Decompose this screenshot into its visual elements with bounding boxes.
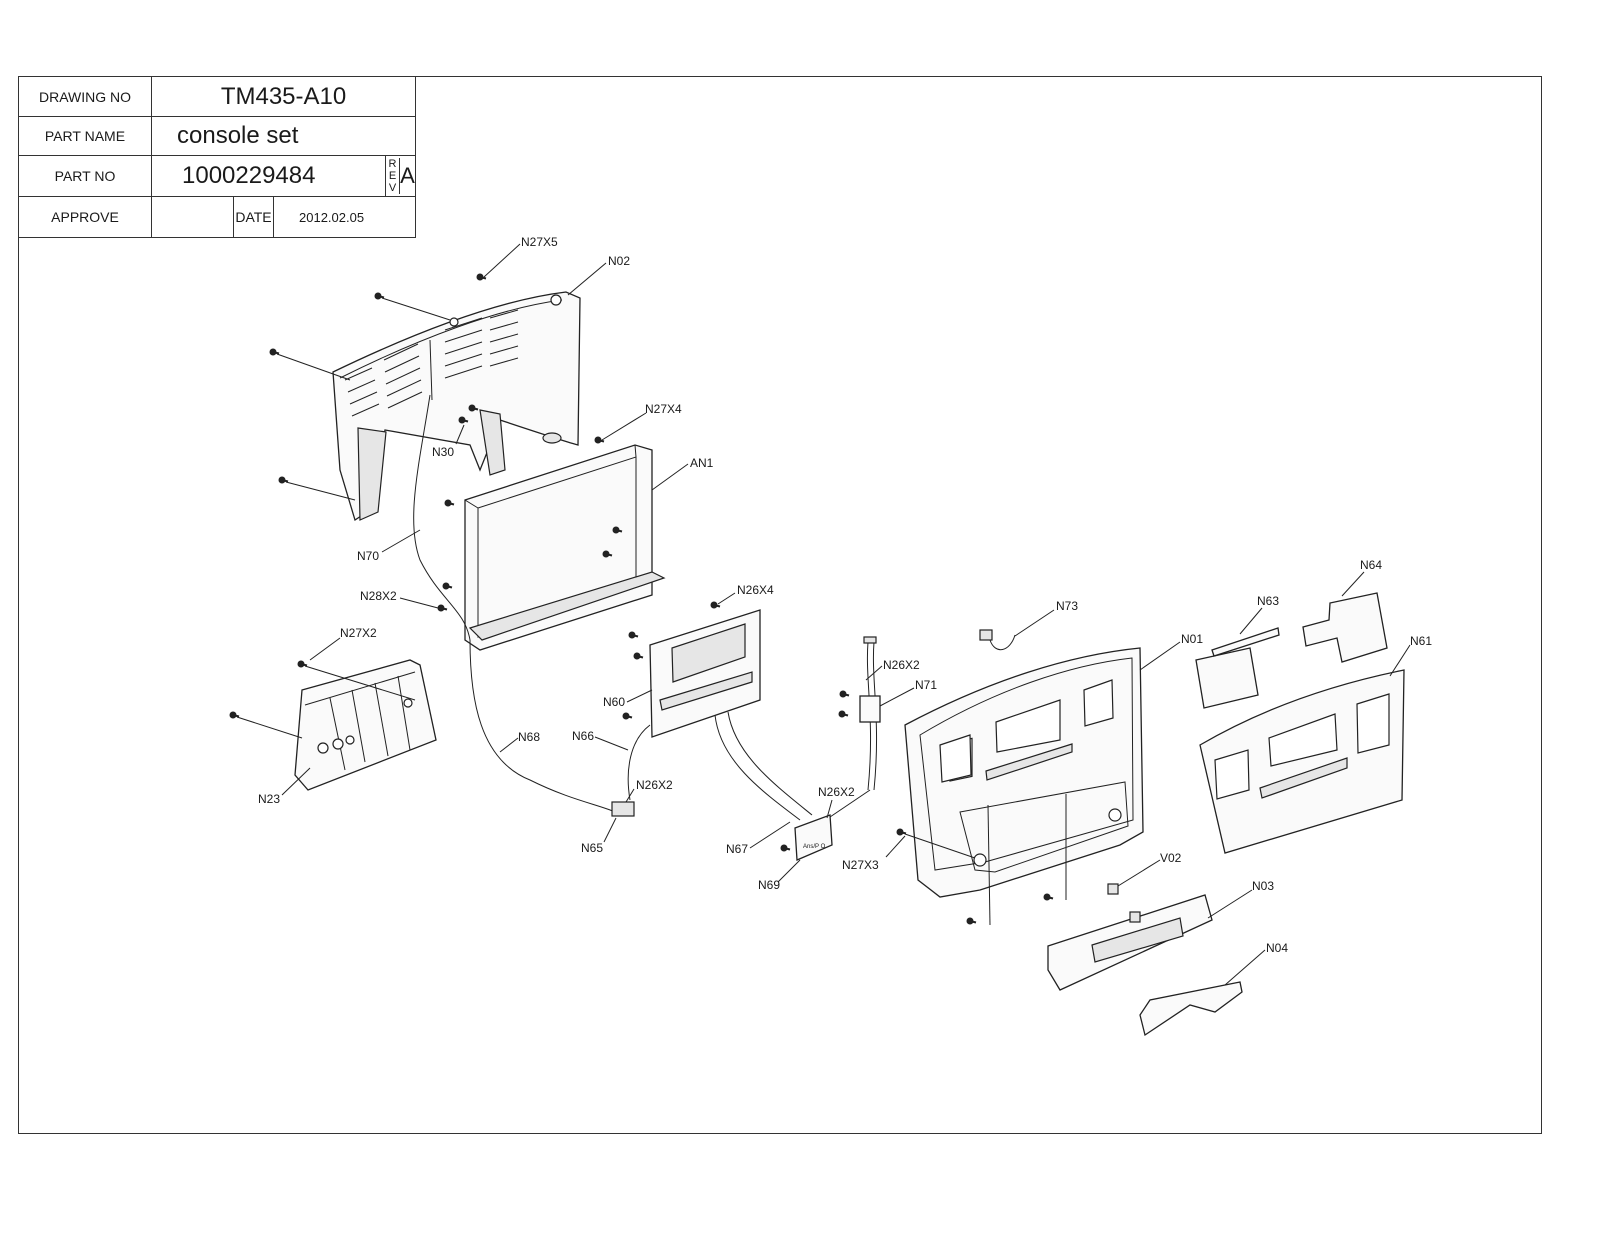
bottom-trim-n03-part	[1048, 895, 1212, 990]
lower-bracket-part	[295, 660, 436, 790]
part-no-value: 1000229484	[152, 156, 386, 197]
pcb-marking-text: Ans/P O	[803, 844, 826, 850]
callout-N27X4: N27X4	[645, 402, 682, 416]
callout-N70: N70	[357, 549, 380, 563]
callout-N71: N71	[915, 678, 938, 692]
drawing-no-label: DRAWING NO	[19, 77, 152, 117]
callout-N26X2-board: N26X2	[818, 785, 855, 799]
console-frame-part	[465, 445, 664, 650]
callout-N64: N64	[1360, 558, 1383, 572]
callout-N04: N04	[1266, 941, 1289, 955]
cable-n68	[470, 640, 615, 812]
date-value: 2012.02.05	[274, 197, 416, 238]
callout-N26X2-switch: N26X2	[636, 778, 673, 792]
bottom-trim-n04-part	[1140, 982, 1242, 1035]
callout-AN1: AN1	[690, 456, 714, 470]
callout-N61: N61	[1410, 634, 1433, 648]
callout-N65: N65	[581, 841, 604, 855]
callout-N01: N01	[1181, 632, 1204, 646]
callout-N27X3: N27X3	[842, 858, 879, 872]
callout-N67: N67	[726, 842, 749, 856]
ribbon-cable-n67	[715, 712, 812, 820]
switch-n65-part	[612, 802, 634, 816]
callout-N60: N60	[603, 695, 626, 709]
callout-N26X4: N26X4	[737, 583, 774, 597]
front-console-part	[905, 648, 1143, 897]
callout-V02: V02	[1160, 851, 1182, 865]
drawing-no-value: TM435-A10	[152, 77, 416, 117]
label-n64-part	[1303, 593, 1387, 662]
callout-N69: N69	[758, 878, 781, 892]
callout-N02: N02	[608, 254, 631, 268]
cable-n73	[990, 635, 1015, 650]
callout-N66: N66	[572, 729, 595, 743]
callout-N68: N68	[518, 730, 541, 744]
callout-N03: N03	[1252, 879, 1275, 893]
callout-N27X5: N27X5	[521, 235, 558, 249]
rev-cell	[386, 156, 416, 197]
display-pcb-part	[650, 610, 760, 737]
date-label: DATE	[234, 197, 274, 238]
approve-label: APPROVE	[19, 197, 152, 238]
callout-N28X2: N28X2	[360, 589, 397, 603]
callout-N63: N63	[1257, 594, 1280, 608]
rev-label: R E V	[386, 158, 400, 194]
title-block	[18, 76, 416, 238]
rev-value: A	[400, 163, 415, 188]
callout-N30: N30	[432, 445, 455, 459]
label-n63-part	[1196, 648, 1258, 708]
part-no-label: PART NO	[19, 156, 152, 197]
approve-value	[152, 197, 234, 238]
callout-N23: N23	[258, 792, 281, 806]
callout-N73: N73	[1056, 599, 1079, 613]
callout-N27X2: N27X2	[340, 626, 377, 640]
part-name-value: console set	[152, 117, 416, 156]
pcb-n69-part	[795, 815, 832, 860]
callout-N26X2-harness: N26X2	[883, 658, 920, 672]
v02-part	[1108, 884, 1118, 894]
part-name-label: PART NAME	[19, 117, 152, 156]
